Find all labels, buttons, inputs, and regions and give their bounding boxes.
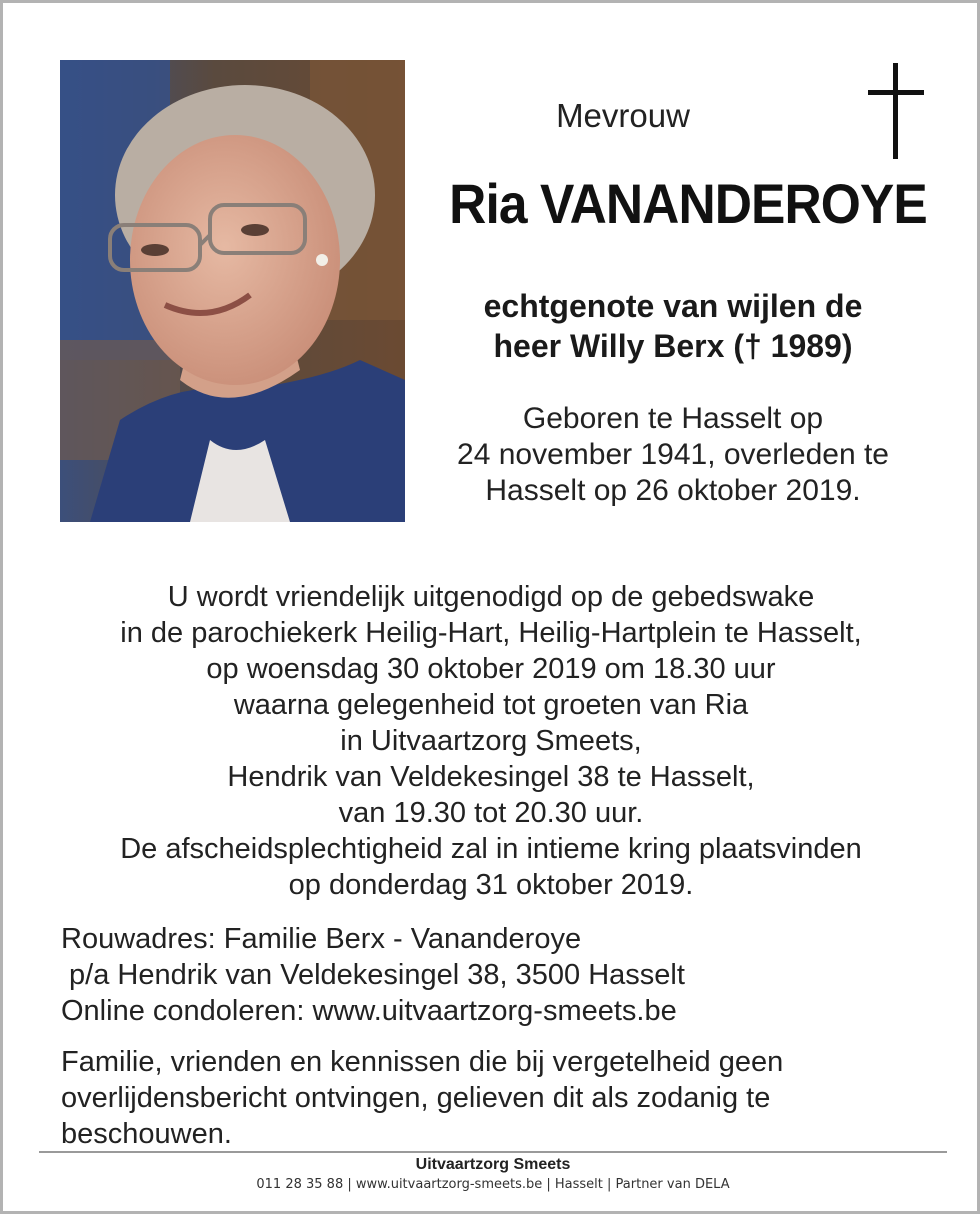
address-block <box>61 921 941 1029</box>
birth-death-text <box>433 401 913 509</box>
cross-icon <box>866 63 926 163</box>
mourning-address: Rouwadres: Familie Berx - Vananderoye <box>61 923 582 955</box>
invitation-line: op donderdag 31 oktober 2019. <box>288 869 694 901</box>
invitation-line: waarna gelegenheid tot groeten van Ria <box>233 689 749 721</box>
invitation-line: Hendrik van Veldekesingel 38 te Hasselt, <box>227 761 755 793</box>
invitation-line: in de parochiekerk Heilig-Hart, Heilig-Hartplein te Hasselt, <box>120 617 862 649</box>
invitation-line: U wordt vriendelijk uitgenodigd op de gebedswake <box>167 581 815 613</box>
spouse-line: echtgenote van wijlen de <box>483 288 863 324</box>
invitation-line: in Uitvaartzorg Smeets, <box>340 725 642 757</box>
portrait-photo <box>60 60 405 522</box>
footer-company: Uitvaartzorg Smeets <box>415 1156 571 1173</box>
spouse-text <box>433 286 913 366</box>
deceased-name: Ria VANANDEROYE <box>449 172 927 235</box>
notice-text: Familie, vrienden en kennissen die bij vergetelheid geen overlijdensbericht ontvingen, gelieven dit als zodanig te beschouwen. <box>61 1046 784 1150</box>
title-prefix: Mevrouw <box>556 97 690 134</box>
invitation-line: De afscheidsplechtigheid zal in intieme kring plaatsvinden <box>120 833 862 865</box>
footer-contact-info: 011 28 35 88 | www.uitvaartzorg-smeets.be | Hasselt | Partner van DELA <box>256 1177 730 1192</box>
birth-line: Geboren te Hasselt op <box>522 402 824 435</box>
online-condolence-link[interactable]: Online condoleren: www.uitvaartzorg-smeets.be <box>61 995 677 1027</box>
birth-line: Hasselt op 26 oktober 2019. <box>485 474 861 507</box>
footer-divider <box>39 1151 947 1153</box>
invitation-text <box>43 579 939 903</box>
postal-address: p/a Hendrik van Veldekesingel 38, 3500 Hasselt <box>61 959 685 991</box>
spouse-line: heer Willy Berx († 1989) <box>493 328 853 364</box>
invitation-line: van 19.30 tot 20.30 uur. <box>338 797 644 829</box>
birth-line: 24 november 1941, overleden te <box>457 438 889 471</box>
invitation-line: op woensdag 30 oktober 2019 om 18.30 uur <box>206 653 776 685</box>
